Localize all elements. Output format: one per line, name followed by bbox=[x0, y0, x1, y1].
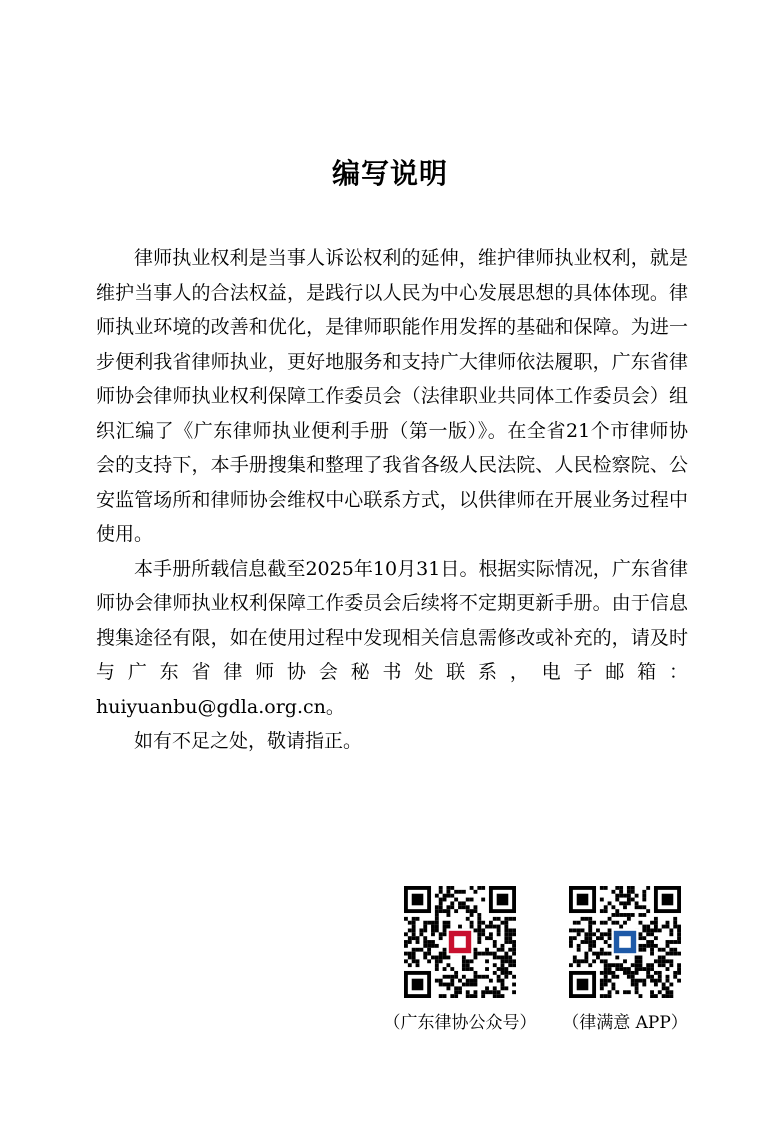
qr-caption: （律满意 APP） bbox=[562, 1013, 688, 1033]
qr-gdla-official-account bbox=[380, 886, 540, 1033]
document-body bbox=[96, 241, 688, 759]
page-title: 编写说明 bbox=[331, 157, 448, 190]
qr-code-icon bbox=[404, 886, 516, 998]
paragraph-update-info: 本手册所载信息截至2025年10月31日。根据实际情况，广东省律师协会律师执业权利保障工作委员会后续将不定期更新手册。由于信息搜集途径有限，如在使用过程中发现相关信息需修改或补充的，请及时与广东省律师协会秘书处联系，电子邮箱：huiyuanbu@gdla.org.cn。 bbox=[96, 557, 688, 718]
paragraph-closing: 如有不足之处，敬请指正。 bbox=[134, 730, 363, 752]
qr-lvmanyi-app bbox=[545, 886, 705, 1033]
paragraph-intro: 律师执业权利是当事人诉讼权利的延伸，维护律师执业权利，就是维护当事人的合法权益，是践行以人民为中心发展思想的具体体现。律师执业环境的改善和优化，是律师职能作用发挥的基础和保障。为进一步便利我省律师执业，更好地服务和支持广大律师依法履职，广东省律师协会律师执业权利保障工作委员会（法律职业共同体工作委员会）组织汇编了《广东律师执业便利手册（第一版）》。在全省21个市律师协会的支持下，本手册搜集和整理了我省各级人民法院、人民检察院、公安监管场所和律师协会维权中心联系方式，以供律师在开展业务过程中使用。 bbox=[96, 247, 688, 545]
qr-code-icon bbox=[569, 886, 681, 998]
qr-caption: （广东律协公众号） bbox=[383, 1013, 537, 1033]
